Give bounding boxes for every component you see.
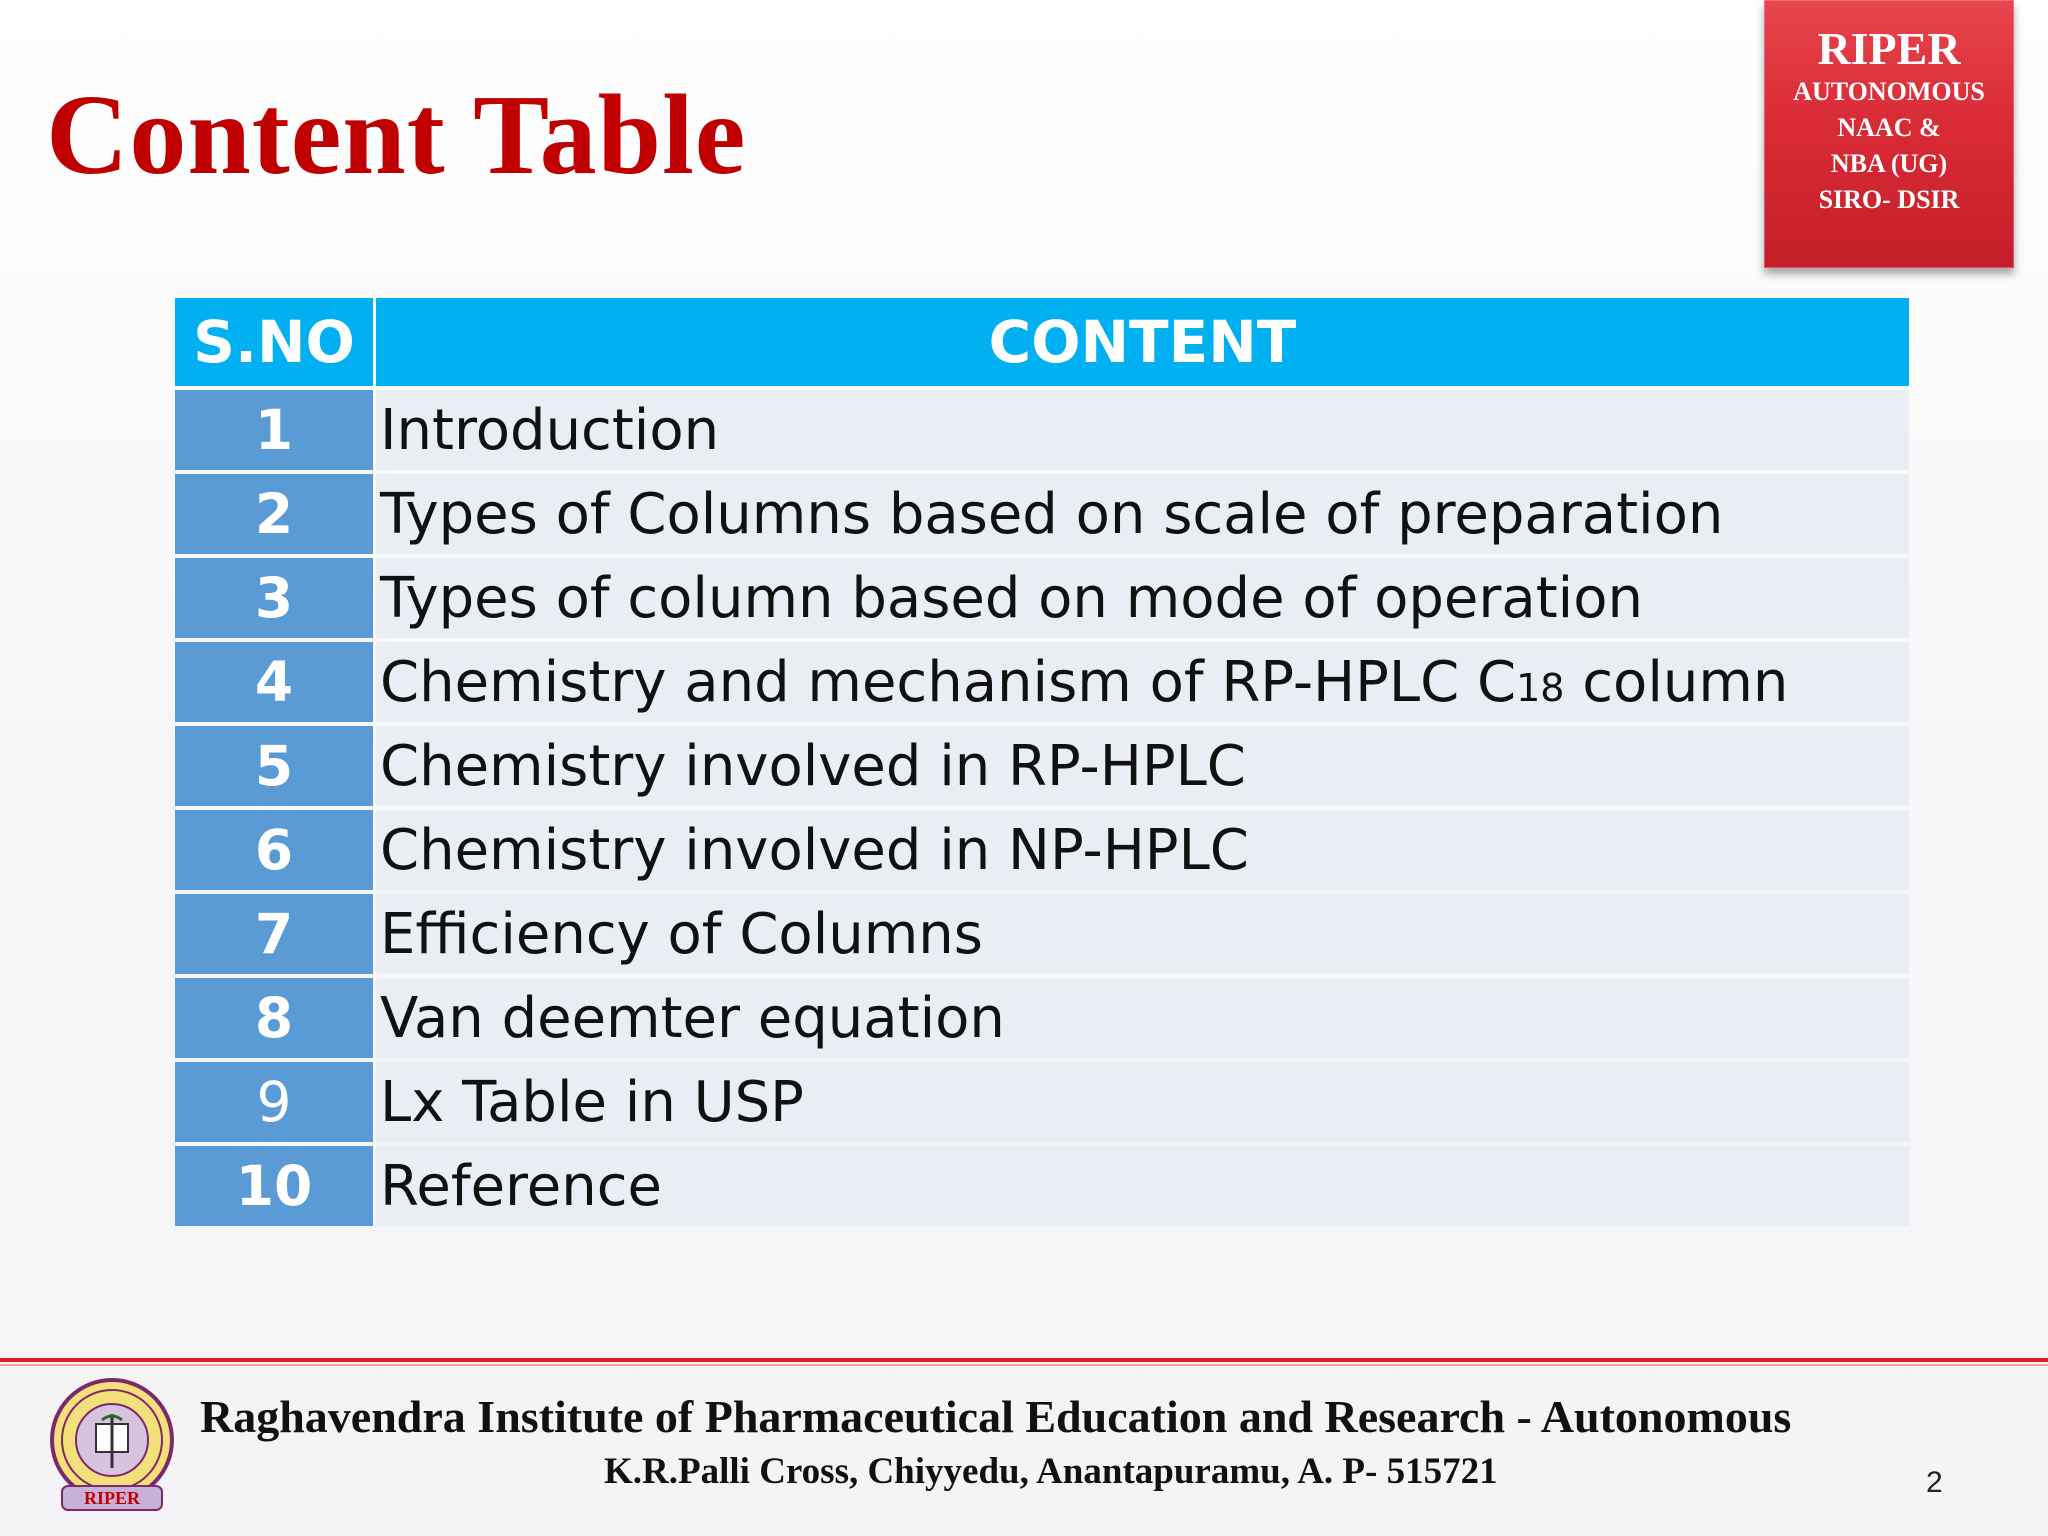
row-sno: 4 bbox=[175, 642, 373, 722]
row-sno: 10 bbox=[175, 1146, 373, 1226]
table-row bbox=[175, 642, 1909, 722]
row-content: Types of Columns based on scale of preparation bbox=[376, 474, 1909, 554]
row-content: Van deemter equation bbox=[376, 978, 1909, 1058]
footer-divider-secondary bbox=[0, 1364, 2048, 1366]
row-content-subscript: 18 bbox=[1516, 665, 1565, 710]
row-sno: 3 bbox=[175, 558, 373, 638]
row-content bbox=[376, 642, 1909, 722]
row-content: Types of column based on mode of operation bbox=[376, 558, 1909, 638]
table-row bbox=[175, 474, 1909, 554]
row-sno: 1 bbox=[175, 390, 373, 470]
row-content: Chemistry involved in RP-HPLC bbox=[376, 726, 1909, 806]
badge-line: SIRO- DSIR bbox=[1818, 185, 1960, 214]
footer-divider bbox=[0, 1358, 2048, 1362]
row-content: Lx Table in USP bbox=[376, 1062, 1909, 1142]
table-row bbox=[175, 390, 1909, 470]
header-sno: S.NO bbox=[175, 298, 373, 386]
institute-address: K.R.Palli Cross, Chiyyedu, Anantapuramu, A. P- 515721 bbox=[604, 1451, 1498, 1492]
table-row bbox=[175, 726, 1909, 806]
table-row bbox=[175, 558, 1909, 638]
table-row bbox=[175, 978, 1909, 1058]
row-sno: 6 bbox=[175, 810, 373, 890]
header-content: CONTENT bbox=[376, 298, 1909, 386]
institute-logo bbox=[40, 1374, 184, 1518]
badge-lines bbox=[1764, 74, 2014, 218]
badge-line: NBA (UG) bbox=[1830, 149, 1948, 178]
row-sno: 7 bbox=[175, 894, 373, 974]
row-sno: 2 bbox=[175, 474, 373, 554]
content-table bbox=[172, 294, 1912, 1230]
row-sno: 8 bbox=[175, 978, 373, 1058]
table-row bbox=[175, 1146, 1909, 1226]
row-sno: 9 bbox=[175, 1062, 373, 1142]
badge-name: RIPER bbox=[1817, 23, 1961, 74]
institute-name: Raghavendra Institute of Pharmaceutical Education and Research - Autonomous bbox=[200, 1391, 1792, 1442]
slide-title: Content Table bbox=[46, 71, 747, 198]
row-content-text: Chemistry and mechanism of RP-HPLC C bbox=[380, 649, 1517, 715]
row-sno: 5 bbox=[175, 726, 373, 806]
badge-line: AUTONOMOUS bbox=[1793, 77, 1985, 106]
table-row bbox=[175, 894, 1909, 974]
logo-text: RIPER bbox=[83, 1488, 141, 1508]
badge-line: NAAC & bbox=[1837, 113, 1941, 142]
row-content-text-end: column bbox=[1564, 649, 1789, 715]
accreditation-badge bbox=[1764, 0, 2014, 268]
row-content: Introduction bbox=[376, 390, 1909, 470]
table-row bbox=[175, 1062, 1909, 1142]
row-content: Reference bbox=[376, 1146, 1909, 1226]
table-row bbox=[175, 810, 1909, 890]
page-number: 2 bbox=[1926, 1466, 1943, 1499]
row-content: Chemistry involved in NP-HPLC bbox=[376, 810, 1909, 890]
table-header-row bbox=[175, 298, 1909, 386]
row-content: Efficiency of Columns bbox=[376, 894, 1909, 974]
